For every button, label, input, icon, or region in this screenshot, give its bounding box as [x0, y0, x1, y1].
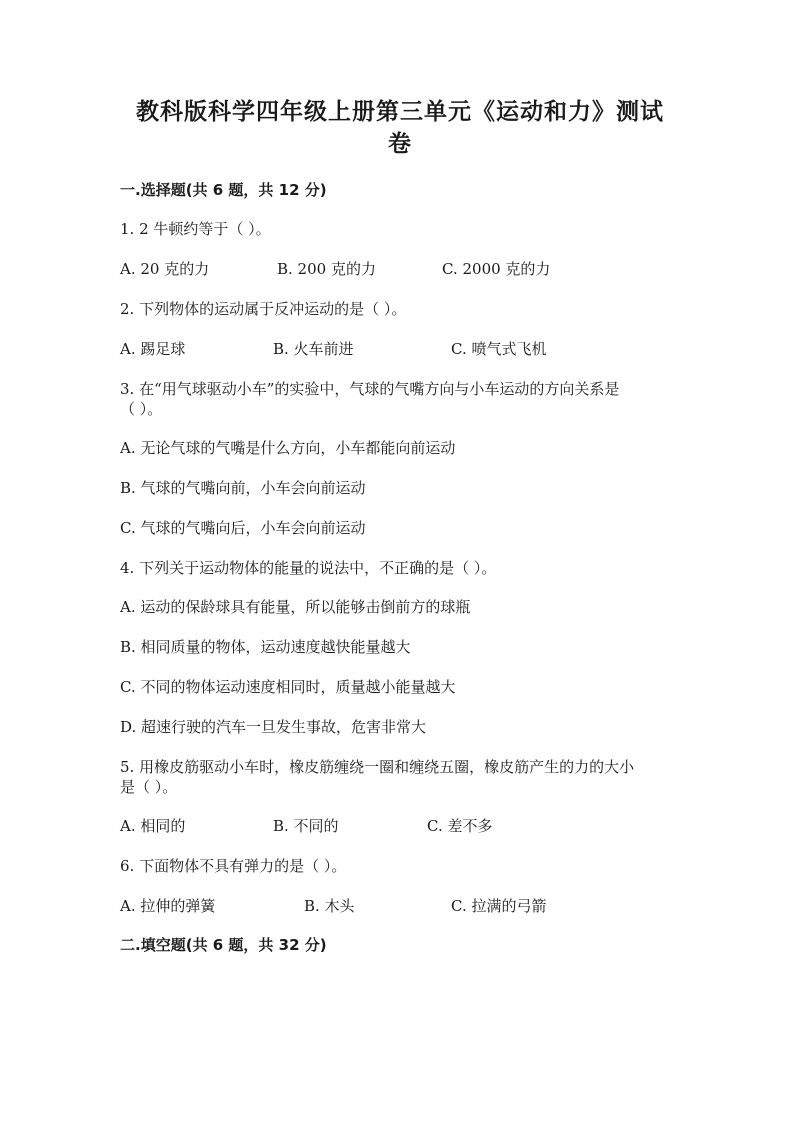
section-heading-fill: 二.填空题(共 6 题，共 32 分)	[120, 936, 327, 954]
question-1-option-a: A. 20 克的力	[120, 260, 210, 278]
question-1-options	[0, 259, 800, 279]
question-3-option-c: C. 气球的气嘴向后，小车会向前运动	[120, 519, 366, 537]
question-4-option-c: C. 不同的物体运动速度相同时，质量越小能量越大	[120, 678, 456, 696]
page-title	[120, 96, 680, 160]
question-5-option-c: C. 差不多	[427, 817, 493, 835]
question-4-stem: 4. 下列关于运动物体的能量的说法中，不正确的是（ ）。	[120, 559, 497, 577]
question-5-stem-line-1: 5. 用橡皮筋驱动小车时，橡皮筋缠绕一圈和缠绕五圈，橡皮筋产生的力的大小	[120, 758, 635, 776]
question-6-options	[0, 896, 800, 916]
question-6-stem: 6. 下面物体不具有弹力的是（ ）。	[120, 857, 347, 875]
question-6-option-a: A. 拉伸的弹簧	[120, 897, 216, 915]
question-5-option-a: A. 相同的	[120, 817, 186, 835]
question-2-option-c: C. 喷气式飞机	[451, 340, 547, 358]
question-2-option-a: A. 踢足球	[120, 340, 186, 358]
question-5-stem-line-2: 是（ ）。	[120, 778, 178, 796]
question-4-option-a: A. 运动的保龄球具有能量，所以能够击倒前方的球瓶	[120, 598, 471, 616]
question-4-option-d: D. 超速行驶的汽车一旦发生事故，危害非常大	[120, 718, 427, 736]
question-1-stem: 1. 2 牛顿约等于（ ）。	[120, 220, 271, 238]
question-1-option-c: C. 2000 克的力	[442, 260, 551, 278]
section-heading-choice: 一.选择题(共 6 题，共 12 分)	[120, 181, 327, 199]
question-2-stem: 2. 下列物体的运动属于反冲运动的是（ ）。	[120, 300, 407, 318]
question-5-options	[0, 816, 800, 836]
question-6-option-c: C. 拉满的弓箭	[451, 897, 547, 915]
question-5-option-b: B. 不同的	[273, 817, 339, 835]
question-3-stem-line-1: 3. 在“用气球驱动小车”的实验中，气球的气嘴方向与小车运动的方向关系是	[120, 380, 620, 398]
question-2-option-b: B. 火车前进	[273, 340, 354, 358]
question-3-option-b: B. 气球的气嘴向前，小车会向前运动	[120, 479, 366, 497]
question-1-option-b: B. 200 克的力	[277, 260, 376, 278]
question-2-options	[0, 339, 800, 359]
title-line-2: 卷	[388, 131, 412, 157]
title-line-1: 教科版科学四年级上册第三单元《运动和力》测试	[136, 99, 664, 125]
question-4-option-b: B. 相同质量的物体，运动速度越快能量越大	[120, 638, 411, 656]
question-3-stem-line-2: （ ）。	[120, 400, 163, 418]
question-3-option-a: A. 无论气球的气嘴是什么方向，小车都能向前运动	[120, 439, 456, 457]
question-6-option-b: B. 木头	[304, 897, 355, 915]
